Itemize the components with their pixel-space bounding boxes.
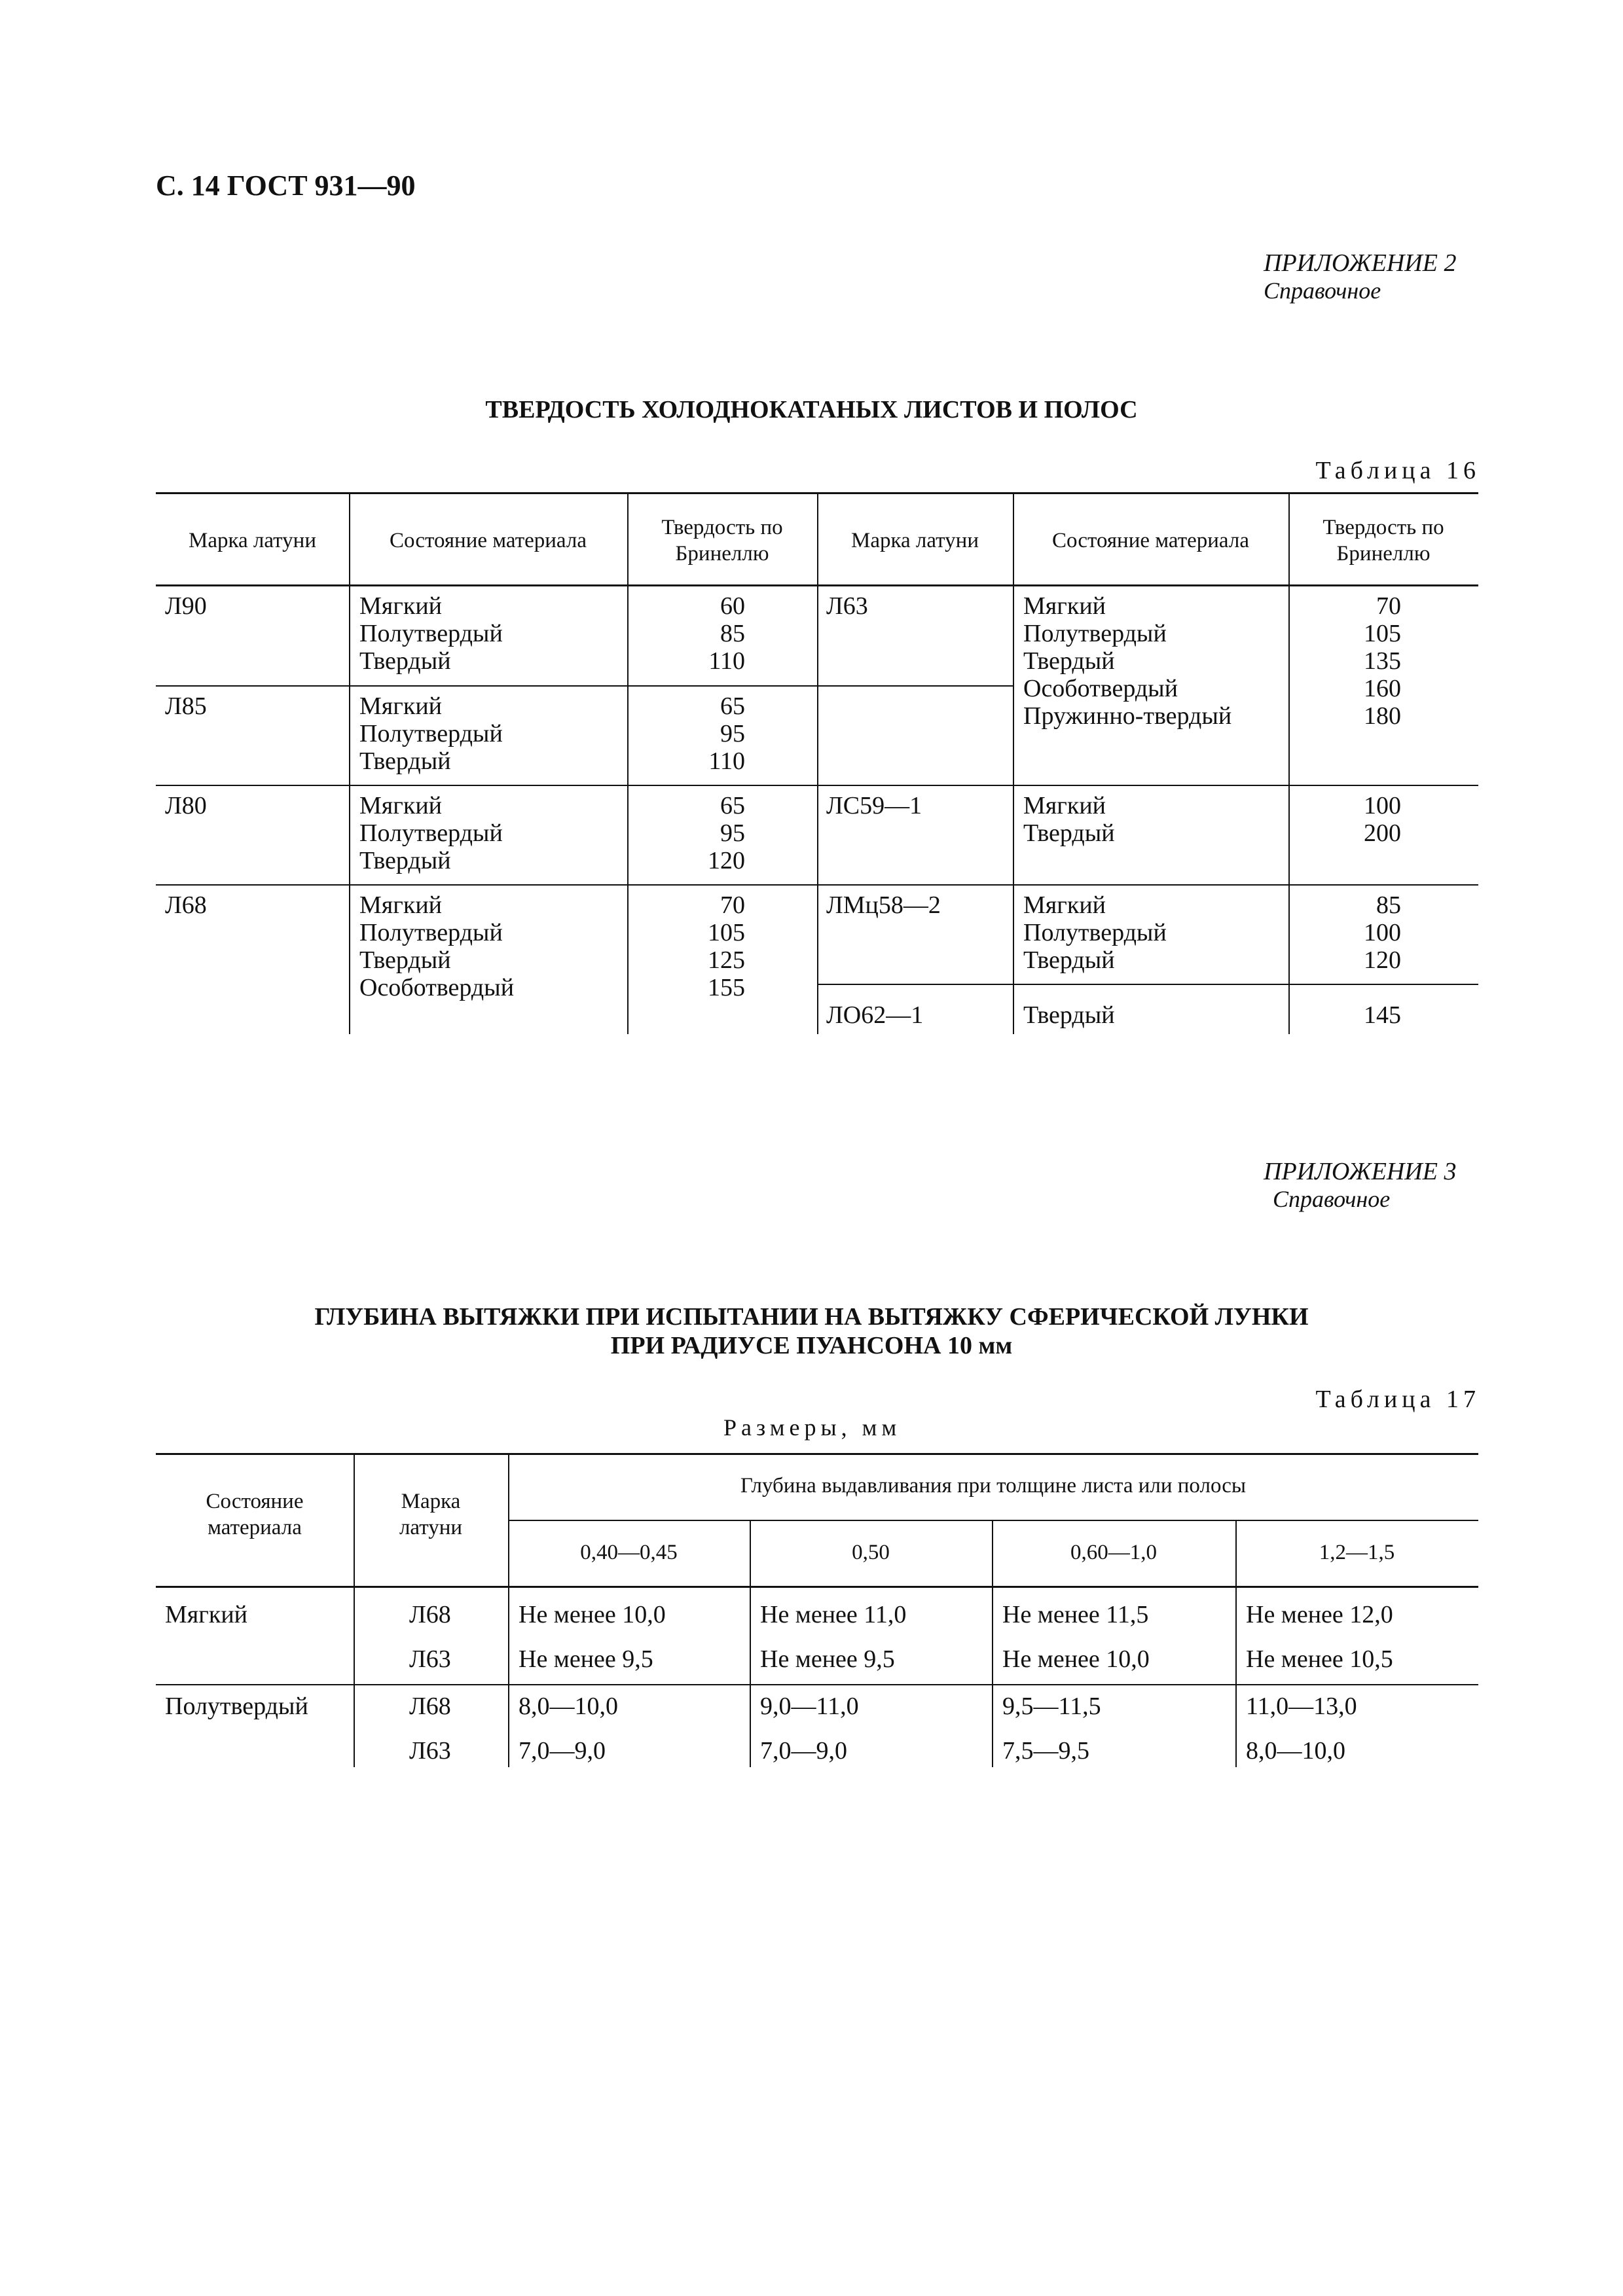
hardness-value: 110 [708,647,745,675]
material-state: Мягкий [359,592,442,620]
appendix2-heading: ТВЕРДОСТЬ ХОЛОДНОКАТАНЫХ ЛИСТОВ И ПОЛОС [485,396,1138,423]
column-header: Твердость по Бринеллю [661,516,783,565]
depth-value: 9,0—11,0 [760,1693,859,1720]
depth-value: 7,0—9,0 [760,1737,847,1765]
hardness-value: 120 [708,847,745,874]
table-rule [156,685,817,687]
hardness-value: 180 [1364,702,1401,730]
page-header: С. 14 ГОСТ 931—90 [156,170,416,202]
hardness-value: 65 [720,692,745,720]
depth-value: Не менее 9,5 [519,1645,653,1673]
depth-value: 9,5—11,5 [1002,1693,1101,1720]
hardness-value: 110 [708,747,745,775]
depth-value: Не менее 12,0 [1246,1601,1393,1628]
brass-grade: ЛМц58—2 [826,891,941,919]
table-rule [817,984,1478,985]
brass-grade: Л68 [409,1693,451,1720]
brass-grade: Л63 [826,592,868,620]
table-column-rule [508,1453,509,1767]
hardness-value: 105 [1364,620,1401,647]
material-state: Мягкий [1023,792,1106,819]
column-header: Состояние материала [1052,529,1249,552]
hardness-value: 145 [1364,1001,1401,1029]
table-column-rule [349,492,350,1034]
depth-value: Не менее 9,5 [760,1645,895,1673]
depth-value: 8,0—10,0 [519,1693,618,1720]
table17-label: Таблица 17 [1315,1386,1480,1413]
thickness-header: 0,40—0,45 [580,1541,678,1564]
thickness-header: 0,60—1,0 [1070,1541,1157,1564]
material-state: Мягкий [359,692,442,720]
material-state: Мягкий [165,1601,247,1628]
thickness-header: 0,50 [852,1541,890,1564]
table16-label: Таблица 16 [1315,457,1480,484]
material-state: Полутвердый [1023,919,1167,946]
brass-grade: Л85 [165,692,207,720]
table-rule [817,785,1478,786]
appendix3-heading-line2: ПРИ РАДИУСЕ ПУАНСОНА 10 мм [610,1332,1013,1359]
sizes-label: Размеры, мм [723,1414,902,1441]
brass-grade: Л80 [165,792,207,819]
column-header-depth: Глубина выдавливания при толщине листа или полосы [740,1474,1247,1498]
material-state: Твердый [359,747,451,775]
table-column-rule [817,492,818,1034]
column-header: Твердость по Бринеллю [1322,516,1444,565]
brass-grade: Л68 [165,891,207,919]
depth-value: Не менее 11,5 [1002,1601,1149,1628]
table-rule [156,1684,1478,1685]
hardness-value: 135 [1364,647,1401,675]
hardness-value: 160 [1364,675,1401,702]
material-state: Полутвердый [359,919,503,946]
hardness-value: 60 [720,592,745,620]
hardness-value: 65 [720,792,745,819]
material-state: Твердый [359,946,451,974]
material-state: Особотвердый [359,974,515,1001]
hardness-value: 125 [708,946,745,974]
table-column-rule [1013,492,1014,1034]
material-state: Мягкий [359,891,442,919]
material-state: Твердый [1023,1001,1115,1029]
hardness-value: 70 [720,891,745,919]
depth-value: Не менее 10,5 [1246,1645,1393,1673]
material-state: Твердый [1023,946,1115,974]
material-state: Особотвердый [1023,675,1178,702]
hardness-value: 70 [1376,592,1401,620]
material-state: Полутвердый [1023,620,1167,647]
table-rule [817,884,1478,886]
brass-grade: Л63 [409,1645,451,1673]
brass-grade: Л63 [409,1737,451,1765]
material-state: Пружинно-твердый [1023,702,1232,730]
material-state: Твердый [359,647,451,675]
depth-value: Не менее 10,0 [519,1601,666,1628]
column-header: Состояние материала [390,529,587,552]
table-rule [508,1520,1478,1521]
material-state: Твердый [1023,819,1115,847]
brass-grade: ЛС59—1 [826,792,922,819]
depth-value: Не менее 10,0 [1002,1645,1150,1673]
hardness-value: 100 [1364,919,1401,946]
material-state: Твердый [359,847,451,874]
hardness-value: 85 [720,620,745,647]
appendix3-heading-line1: ГЛУБИНА ВЫТЯЖКИ ПРИ ИСПЫТАНИИ НА ВЫТЯЖКУ СФЕРИЧЕСКОЙ ЛУНКИ [314,1303,1309,1331]
table-rule [817,685,1013,687]
column-header: Марка латуни [851,529,979,552]
material-state: Мягкий [1023,592,1106,620]
depth-value: 7,5—9,5 [1002,1737,1089,1765]
hardness-value: 200 [1364,819,1401,847]
material-state: Полутвердый [359,620,503,647]
hardness-value: 100 [1364,792,1401,819]
material-state: Твердый [1023,647,1115,675]
material-state: Мягкий [359,792,442,819]
appendix3-subtitle: Справочное [1273,1186,1391,1212]
hardness-value: 95 [720,819,745,847]
depth-value: Не менее 11,0 [760,1601,907,1628]
hardness-value: 120 [1364,946,1401,974]
hardness-value: 85 [1376,891,1401,919]
column-header: Марка латуни [189,529,316,552]
table-rule [156,785,817,786]
brass-grade: Л68 [409,1601,451,1628]
depth-value: 11,0—13,0 [1246,1693,1357,1720]
thickness-header: 1,2—1,5 [1319,1541,1395,1564]
appendix3-title: ПРИЛОЖЕНИЕ 3 [1264,1158,1457,1185]
material-state: Мягкий [1023,891,1106,919]
column-header-state: Состояние материала [206,1490,304,1539]
hardness-value: 95 [720,720,745,747]
depth-value: 7,0—9,0 [519,1737,606,1765]
material-state: Полутвердый [359,720,503,747]
brass-grade: Л90 [165,592,207,620]
material-state: Полутвердый [165,1693,308,1720]
material-state: Полутвердый [359,819,503,847]
hardness-value: 105 [708,919,745,946]
brass-grade: ЛО62—1 [826,1001,924,1029]
column-header-grade: Марка латуни [399,1490,463,1539]
appendix2-title: ПРИЛОЖЕНИЕ 2 [1264,249,1457,277]
appendix2-subtitle: Справочное [1264,278,1381,304]
depth-value: 8,0—10,0 [1246,1737,1345,1765]
hardness-value: 155 [708,974,745,1001]
table-rule [156,884,817,886]
